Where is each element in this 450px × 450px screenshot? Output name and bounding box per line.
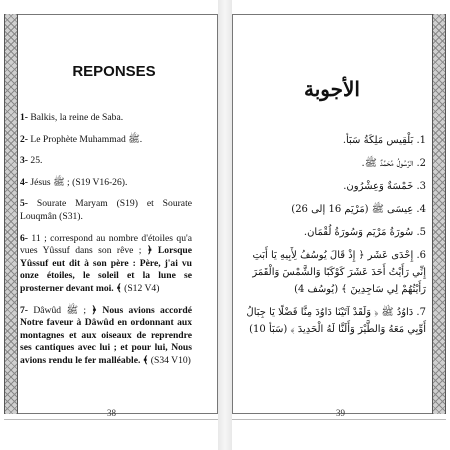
decorative-border bbox=[432, 14, 446, 414]
page-title: REPONSES bbox=[72, 63, 156, 80]
answer-item: 7. دَاوُدُ ﷺ ﴿ وَلَقَدْ آتَيْنَا دَاوُدَ مِنَّا فَضْلًا يَا جِبَالُ أَوِّبِي مَعَهُ وَالطَّيْرَ وَأَلَنَّا لَهُ الْحَدِيدَ ﴾ (سَبَأ 10) bbox=[246, 307, 426, 335]
answer-item: 3. خَمْسَةٌ وَعِشْرُون. bbox=[343, 181, 426, 192]
page-title: الأجوبة bbox=[304, 77, 360, 101]
answer-item: 1. بَلْقِيس مَلِكَةُ سَبَأ. bbox=[342, 135, 426, 146]
answer-item: 3- 25. bbox=[20, 155, 43, 167]
answer-item: 5. سُورَةُ مَرْيَم وَسُورَةُ لُقْمَان. bbox=[303, 227, 426, 238]
page-number: 39 bbox=[336, 408, 345, 418]
right-page bbox=[232, 14, 446, 414]
divider bbox=[232, 419, 446, 420]
answer-item: 7- Dâwûd ﷺ ; ﴿ Nous avions accordé Notre faveur à Dâwûd en ordonnant aux montagnes et aux oiseaux de reprendre ses cantiques avec lui ; et pour lui, Nous avions rendu le fer malléable. ﴾ (S34 V10) bbox=[20, 304, 192, 366]
answer-item: 6- 11 ; correspond au nombre d'étoiles qu'a vues Yûssuf dans son rêve ; ﴿ Lorsque Yûssuf eut dit à son père : Père, j'ai vu onze étoiles, le soleil et la lune se prosterner devant moi. ﴾ (S12 V4) bbox=[20, 232, 193, 294]
answer-item: 5- Sourate Maryam (S19) et Sourate Louqmân (S31). bbox=[20, 198, 192, 222]
answer-item: 2. الرَّسُولُ مُحَمَّدٌ ﷺ. bbox=[361, 158, 426, 169]
answers-list-french bbox=[20, 112, 192, 377]
book-gutter bbox=[218, 0, 232, 450]
answers-list-arabic bbox=[244, 132, 426, 344]
answer-item: 4. عِيسَى ﷺ (مَرْيَم 16 إلى 26) bbox=[291, 204, 426, 215]
divider bbox=[4, 419, 218, 420]
answer-item: 1- Balkis, la reine de Saba. bbox=[20, 112, 124, 123]
answer-item: 4- Jésus ﷺ ; (S19 V16-26). bbox=[20, 176, 128, 188]
answer-item: 2- Le Prophète Muhammad ﷺ. bbox=[20, 133, 143, 145]
page-number: 38 bbox=[107, 408, 116, 418]
answer-item: 6. إِحْدَى عَشَر ﴿ إِذْ قَالَ يُوسُفُ لِأَبِيهِ يَا أَبَتِ إِنِّي رَأَيْتُ أَحَدَ عَشَرَ كَوْكَبًا وَالشَّمْسَ وَالْقَمَرَ رَأَيْتُهُمْ لِي سَاجِدِينَ ﴾ (يُوسُف 4) bbox=[252, 250, 426, 295]
